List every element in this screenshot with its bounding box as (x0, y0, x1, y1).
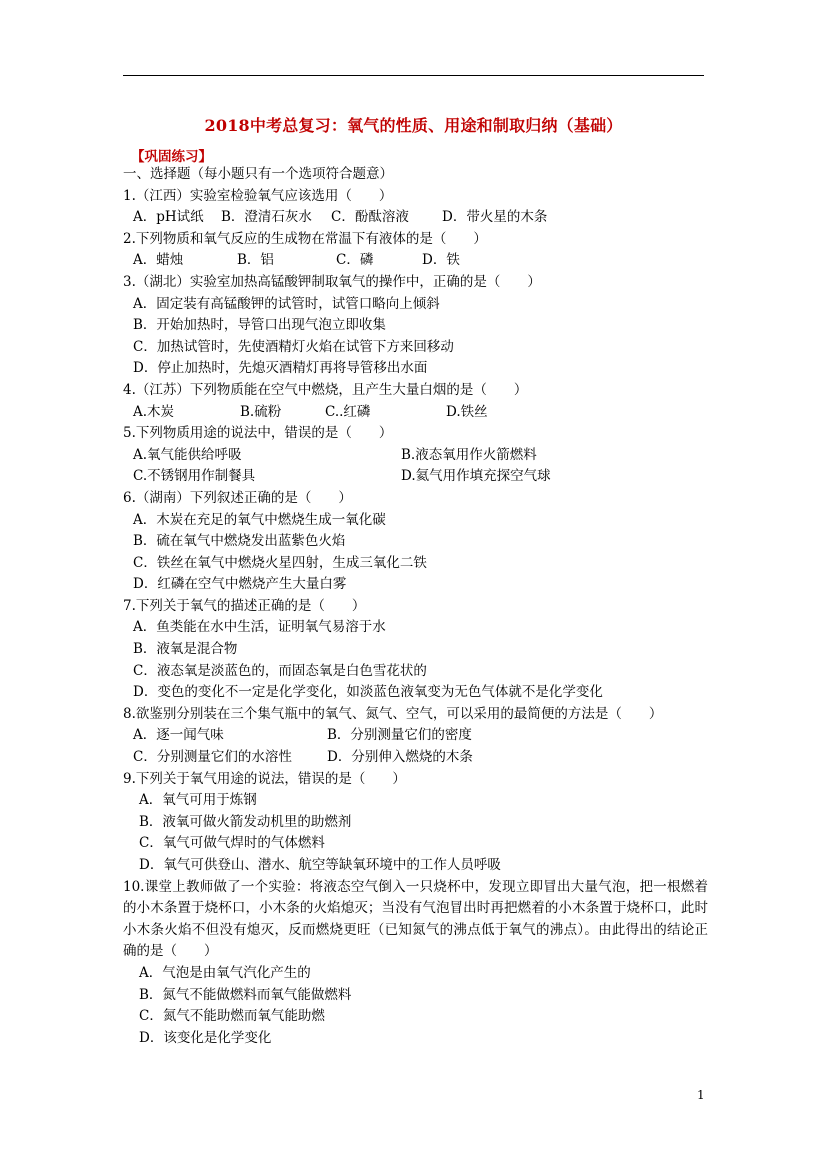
option-b: B．铝 (237, 252, 274, 269)
question-5-options-row1 (123, 445, 708, 467)
option-d: D．红磷在空气中燃烧产生大量白雾 (133, 576, 347, 593)
question-10-stem: 10.课堂上教师做了一个实验：将液态空气倒入一只烧杯中，发现立即冒出大量气泡，把一根燃着的小木条置于烧杯口，小木条的火焰熄灭；当没有气泡冒出时再把燃着的小木条置于烧杯口，此时小木条火焰不但没有熄灭，反而燃烧更旺（已知氮气的沸点低于氧气的沸点）。由此得出的结论正确的是（ ） (123, 878, 708, 960)
option-a: A．氧气可用于炼钢 (139, 792, 257, 809)
option-a: A．气泡是由氧气汽化产生的 (139, 964, 311, 981)
section-intro: 一、选择题（每小题只有一个选项符合题意） (123, 166, 393, 182)
option-a: A.氧气能供给呼吸 (133, 446, 242, 463)
option-c: C..红磷 (325, 403, 371, 420)
option-d: D．该变化是化学变化 (139, 1029, 272, 1046)
option-b: B.硫粉 (240, 403, 282, 420)
option-a: A．逐一闻气味 (133, 727, 224, 744)
option-c: C．氧气可做气焊时的气体燃料 (139, 835, 325, 852)
option-c: C．分别测量它们的水溶性 (133, 749, 292, 766)
question-1-options (123, 207, 708, 229)
option-d: D．变色的变化不一定是化学变化，如淡蓝色液氧变为无色气体就不是化学变化 (133, 684, 603, 701)
option-c: C.不锈钢用作制餐具 (133, 468, 256, 485)
option-b: B．液氧可做火箭发动机里的助燃剂 (139, 813, 352, 830)
question-8-stem: 8.欲鉴别分别装在三个集气瓶中的氧气、氮气、空气，可以采用的最简便的方法是（ ） (123, 705, 663, 722)
question-8-options-row1 (123, 725, 708, 747)
option-a: A.木炭 (133, 403, 175, 420)
option-d: D.铁丝 (446, 403, 488, 420)
option-b: B．氮气不能做燃料而氧气能做燃料 (139, 986, 352, 1003)
question-1-stem: 1.（江西）实验室检验氧气应该选用（ ） (123, 187, 393, 204)
option-a: A．蜡烛 (133, 252, 184, 269)
section-heading: 【巩固练习】 (131, 149, 212, 165)
option-d: D．分别伸入燃烧的木条 (327, 749, 473, 766)
option-b: B.液态氧用作火箭燃料 (401, 446, 537, 463)
question-9-stem: 9.下列关于氧气用途的说法，错误的是（ ） (123, 770, 406, 787)
option-b: B．开始加热时，导管口出现气泡立即收集 (133, 317, 386, 334)
option-c: C．酚酞溶液 (331, 209, 409, 226)
question-4-stem: 4.（江苏）下列物质能在空气中燃烧，且产生大量白烟的是（ ） (123, 381, 528, 398)
page-number: 1 (697, 1088, 705, 1102)
question-2-options (123, 250, 708, 272)
question-4-options (123, 402, 708, 424)
option-d: D.氦气用作填充探空气球 (401, 468, 551, 485)
option-c: C．铁丝在氧气中燃烧火星四射，生成三氧化二铁 (133, 554, 427, 571)
option-c: C．加热试管时，先使酒精灯火焰在试管下方来回移动 (133, 338, 454, 355)
question-7-stem: 7.下列关于氧气的描述正确的是（ ） (123, 597, 366, 614)
question-3-stem: 3.（湖北）实验室加热高锰酸钾制取氧气的操作中，正确的是（ ） (123, 273, 541, 290)
question-5-stem: 5.下列物质用途的说法中，错误的是（ ） (123, 425, 393, 442)
option-d: D．停止加热时，先熄灭酒精灯再将导管移出水面 (133, 360, 428, 377)
option-c: C．氮气不能助燃而氧气能助燃 (139, 1008, 325, 1025)
option-a: A．固定装有高锰酸钾的试管时，试管口略向上倾斜 (133, 295, 440, 312)
option-b: B．分别测量它们的密度 (327, 727, 472, 744)
page-title: 2018中考总复习：氧气的性质、用途和制取归纳（基础） (204, 116, 623, 135)
option-a: A．pH试纸 (133, 209, 204, 226)
option-b: B．澄清石灰水 (221, 209, 312, 226)
option-d: D．铁 (422, 252, 460, 269)
option-a: A．木炭在充足的氧气中燃烧生成一氧化碳 (133, 511, 386, 528)
header-rule (123, 75, 704, 76)
question-8-options-row2 (123, 747, 708, 769)
question-2-stem: 2.下列物质和氧气反应的生成物在常温下有液体的是（ ） (123, 230, 487, 247)
option-d: D．带火星的木条 (442, 209, 548, 226)
option-d: D．氧气可供登山、潜水、航空等缺氧环境中的工作人员呼吸 (139, 857, 501, 873)
option-c: C．液态氧是淡蓝色的，而固态氧是白色雪花状的 (133, 662, 427, 679)
option-c: C．磷 (336, 252, 374, 269)
option-b: B．硫在氧气中燃烧发出蓝紫色火焰 (133, 533, 346, 550)
option-b: B．液氧是混合物 (133, 641, 238, 658)
question-list (123, 164, 708, 1049)
option-a: A．鱼类能在水中生活，证明氧气易溶于水 (133, 619, 386, 636)
question-6-stem: 6.（湖南）下列叙述正确的是（ ） (123, 489, 352, 506)
question-5-options-row2 (123, 466, 708, 488)
